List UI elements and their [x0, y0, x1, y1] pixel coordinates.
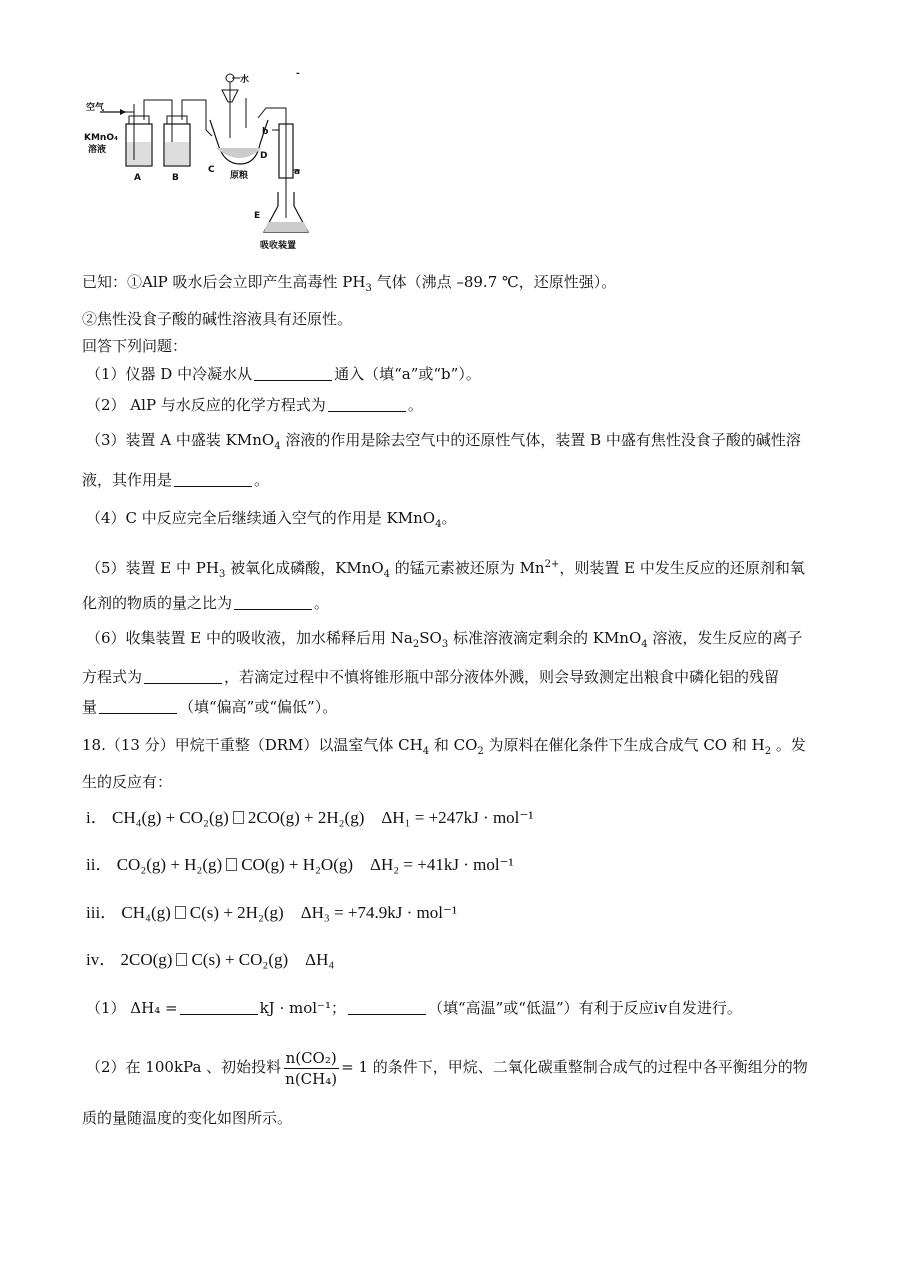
sub-question-1: （1） ΔH₄ = kJ · mol⁻¹； （填“高温”或“低温”）有利于反应iv自发进行。: [86, 999, 742, 1017]
answer-blank[interactable]: [234, 595, 312, 610]
water-label: 水: [240, 75, 250, 85]
condenser-a-label: a: [294, 167, 301, 177]
question-1: （1）仪器 D 中冷凝水从 通入（填“a”或“b”）。: [86, 365, 481, 383]
sub-question-2: （2）在 100kPa 、初始投料 $\frac{\text{n(CO₂)}}{\text{n(CH₄)}}$ = 1 的条件下，甲烷、二氧化碳重整制合成气的过程中各平衡组分的物: [86, 1048, 808, 1088]
kmno4-label-2: 溶液: [88, 145, 107, 155]
sub-question-2-cont: 质的量随温度的变化如图所示。: [82, 1109, 293, 1127]
answer-blank[interactable]: [99, 699, 177, 714]
label-c: C: [208, 165, 215, 175]
question-5: （5）装置 E 中 $PH_3$ 被氧化成磷酸，KMnO$_4$ 的锰元素被还原为 $Mn^{2+}$，则装置 E 中发生反应的还原剂和氧: [86, 559, 805, 580]
label-b: B: [172, 173, 179, 183]
answer-blank[interactable]: [174, 472, 252, 487]
reaction-3: iii． CH₄(g) C(s) + 2H₂(g) ΔH₃ = +74.9kJ · mol⁻¹: [86, 903, 458, 922]
question-6: （6）收集装置 E 中的吸收液，加水稀释后用 $Na_2SO_3$ 标准溶液滴定剩余的 KMnO$_4$ 溶液，发生反应的离子: [86, 629, 803, 650]
question-6-cont-2: 量 （填“偏高”或“偏低”）。: [82, 698, 338, 716]
stray-dash: -: [296, 69, 300, 79]
known-line-2: ②焦性没食子酸的碱性溶液具有还原性。: [82, 310, 353, 328]
answer-blank[interactable]: [254, 366, 332, 381]
kmno4-label: KMnO₄: [84, 133, 118, 143]
reaction-4: iv． 2CO(g) C(s) + CO₂(g) ΔH₄: [86, 950, 335, 969]
air-arrow-icon: [120, 109, 126, 115]
equilibrium-arrow-icon: [176, 953, 187, 966]
question-6-cont: 方程式为 ，若滴定过程中不慎将锥形瓶中部分液体外溅，则会导致测定出粮食中磷化铝的残留: [82, 668, 780, 686]
equilibrium-arrow-icon: [175, 906, 186, 919]
question-18: 18.（13 分）甲烷干重整（DRM）以温室气体 $CH_4$ 和 $CO_2$ 为原料在催化条件下生成合成气 CO 和 $H_2$ 。发: [82, 736, 806, 757]
question-3: （3）装置 A 中盛装 KMnO$_4$ 溶液的作用是除去空气中的还原性气体，装置 B 中盛有焦性没食子酸的碱性溶: [86, 431, 801, 452]
apparatus-svg: [82, 68, 322, 253]
answer-prompt: 回答下列问题：: [82, 337, 188, 355]
answer-blank[interactable]: [180, 1000, 258, 1015]
absorb-label: 吸收装置: [260, 241, 297, 251]
answer-blank[interactable]: [328, 397, 406, 412]
reaction-2: ii． CO₂(g) + H₂(g) CO(g) + H₂O(g) ΔH₂ = +41kJ · mol⁻¹: [86, 855, 514, 874]
question-5-cont: 化剂的物质的量之比为 。: [82, 594, 330, 612]
reaction-1: i． CH₄(g) + CO₂(g) 2CO(g) + 2H₂(g) ΔH₁ = +247kJ · mol⁻¹: [86, 808, 534, 827]
known-line-1: 已知：①AlP 吸水后会立即产生高毒性 $PH_3$ 气体（沸点 –89.7 ℃，还原性强）。: [82, 273, 617, 294]
ratio-fraction: $\frac{\text{n(CO₂)}}{\text{n(CH₄)}}$: [285, 1048, 338, 1088]
condenser-d-label: D: [260, 151, 268, 161]
answer-blank[interactable]: [348, 1000, 426, 1015]
air-label: 空气: [86, 103, 105, 113]
condenser-b-label: b: [262, 127, 269, 137]
label-a: A: [134, 173, 141, 183]
equilibrium-arrow-icon: [233, 811, 244, 824]
question-18-cont: 生的反应有：: [82, 773, 173, 791]
answer-blank[interactable]: [144, 669, 222, 684]
question-3-cont: 液，其作用是 。: [82, 471, 270, 489]
flask-e-label: E: [254, 211, 261, 221]
equilibrium-arrow-icon: [226, 858, 237, 871]
label-grain: 原粮: [230, 171, 249, 181]
question-2: （2） AlP 与水反应的化学方程式为 。: [86, 396, 423, 414]
question-4: （4）C 中反应完全后继续通入空气的作用是 KMnO$_4$。: [86, 509, 457, 530]
apparatus-diagram: [82, 68, 322, 253]
